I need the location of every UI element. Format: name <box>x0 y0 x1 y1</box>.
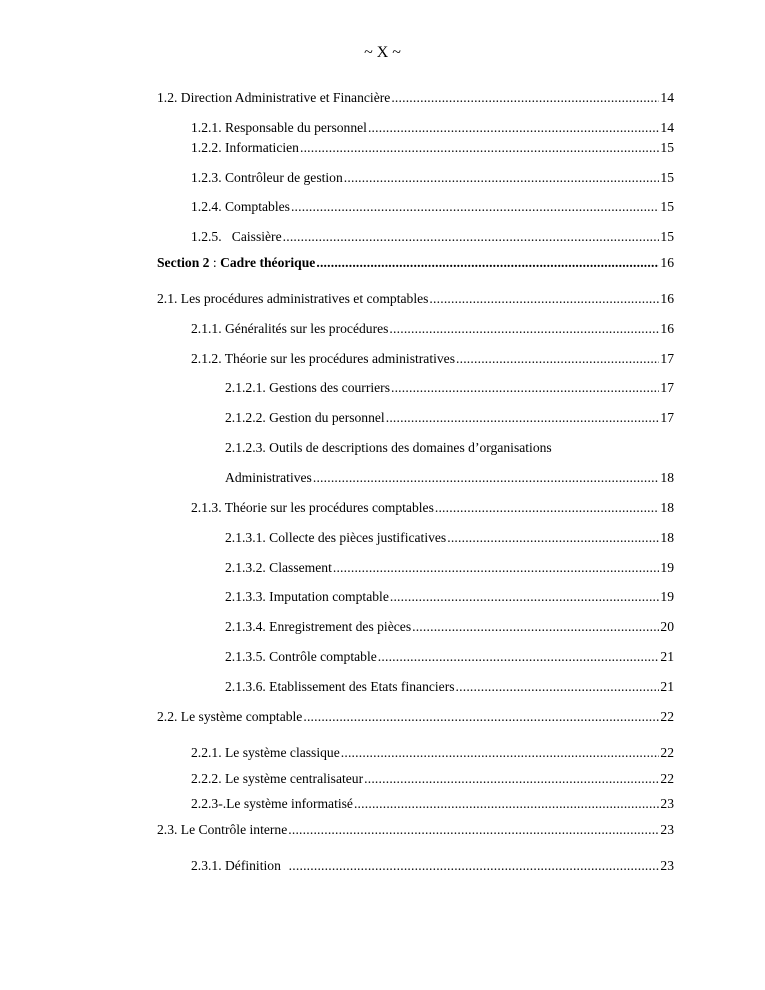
toc-entry[interactable] <box>191 119 674 137</box>
toc-entry-page: 18 <box>660 500 674 515</box>
toc-entry[interactable] <box>225 559 674 577</box>
page-number-roman: ~ X ~ <box>364 44 401 61</box>
section-number: Section 2 <box>157 255 210 270</box>
toc-entry-label: 2.3. Le Contrôle interne <box>157 822 288 837</box>
leader-dots <box>456 678 660 696</box>
toc-entry-page: 21 <box>660 679 674 694</box>
toc-entry-label: 1.2.4. Comptables <box>191 199 290 214</box>
leader-dots <box>313 469 660 487</box>
leader-dots <box>283 228 660 246</box>
leader-dots <box>391 379 659 397</box>
section-separator: : <box>209 255 221 270</box>
leader-dots <box>354 795 659 813</box>
toc-entry[interactable] <box>157 821 674 839</box>
leader-dots <box>391 89 659 107</box>
toc-entry-label: 2.1.2.2. Gestion du personnel <box>225 410 385 425</box>
toc-entry-label: 2.1. Les procédures administratives et comptables <box>157 291 429 306</box>
toc-entry-label: 2.1.3.3. Imputation comptable <box>225 589 389 604</box>
leader-dots <box>389 320 659 338</box>
leader-dots <box>364 770 659 788</box>
toc-entry-page: 17 <box>660 351 674 366</box>
toc-entry-page: 22 <box>660 771 674 786</box>
toc-entry[interactable] <box>191 857 674 875</box>
toc-entry-page: 18 <box>660 470 674 485</box>
toc-entry[interactable] <box>225 678 674 696</box>
toc-entry-page: 23 <box>660 796 674 811</box>
toc-entry-label: 2.1.2.1. Gestions des courriers <box>225 380 390 395</box>
toc-entry-label: 2.1.3.5. Contrôle comptable <box>225 649 377 664</box>
leader-dots <box>303 708 659 726</box>
toc-entry-page: 22 <box>660 745 674 760</box>
toc-entry[interactable] <box>191 350 674 368</box>
toc-entry-page: 17 <box>660 410 674 425</box>
toc-entry-label: 1.2.3. Contrôleur de gestion <box>191 170 343 185</box>
toc-entry-page: 23 <box>660 822 674 837</box>
toc-entry-label: 2.2. Le système comptable <box>157 709 303 724</box>
toc-entry[interactable] <box>191 198 674 216</box>
leader-dots <box>341 744 660 762</box>
toc-entry-wrapped-line[interactable]: 2.1.2.3. Outils de descriptions des domaines d’organisations <box>225 440 552 455</box>
leader-dots <box>288 821 659 839</box>
toc-entry-label: 1.2.2. Informaticien <box>191 140 299 155</box>
section-title: Cadre théorique <box>220 255 316 270</box>
toc-entry-page: 20 <box>660 619 674 634</box>
toc-entry[interactable] <box>191 795 674 813</box>
toc-entry-label: 2.1.3.6. Etablissement des Etats financiers <box>225 679 455 694</box>
toc-entry-label: 2.1.3.1. Collecte des pièces justificatives <box>225 530 447 545</box>
toc-entry-label: 2.1.2. Théorie sur les procédures administratives <box>191 351 456 366</box>
toc-section-heading[interactable] <box>157 254 674 272</box>
toc-entry-label: 2.1.3.4. Enregistrement des pièces <box>225 619 412 634</box>
leader-dots <box>300 139 659 157</box>
toc-entry-page: 16 <box>660 291 674 306</box>
toc-entry-page: 22 <box>660 709 674 724</box>
leader-dots <box>289 857 660 875</box>
toc-entry-page: 16 <box>660 255 674 270</box>
toc-entry[interactable] <box>225 618 674 636</box>
toc-entry-page: 15 <box>660 229 674 244</box>
toc-entry[interactable] <box>191 499 674 517</box>
leader-dots <box>456 350 659 368</box>
leader-dots <box>386 409 660 427</box>
toc-entry[interactable] <box>191 320 674 338</box>
toc-entry[interactable] <box>225 379 674 397</box>
toc-entry[interactable] <box>191 744 674 762</box>
leader-dots <box>447 529 659 547</box>
toc-entry[interactable] <box>157 708 674 726</box>
toc-entry-label: 2.3.1. Définition <box>191 858 288 873</box>
toc-entry-label: 2.1.1. Généralités sur les procédures <box>191 321 389 336</box>
leader-dots <box>378 648 660 666</box>
toc-entry-label: 2.1.3.2. Classement <box>225 560 332 575</box>
toc-entry[interactable] <box>225 588 674 606</box>
toc-entry-page: 21 <box>660 649 674 664</box>
toc-entry-label: Administratives <box>225 470 312 485</box>
toc-entry-page: 16 <box>660 321 674 336</box>
toc-entry-page: 19 <box>660 560 674 575</box>
leader-dots <box>368 119 659 137</box>
toc-entry[interactable] <box>225 529 674 547</box>
toc-entry-page: 14 <box>660 90 674 105</box>
leader-dots <box>429 290 659 308</box>
toc-entry-page: 23 <box>660 858 674 873</box>
leader-dots <box>390 588 660 606</box>
leader-dots <box>333 559 660 577</box>
toc-entry-label: 1.2. Direction Administrative et Financière <box>157 90 391 105</box>
toc-entry-label <box>157 254 315 272</box>
toc-entry-page: 18 <box>660 530 674 545</box>
leader-dots <box>344 169 660 187</box>
toc-entry[interactable] <box>157 290 674 308</box>
toc-entry-page: 17 <box>660 380 674 395</box>
toc-entry-label: 1.2.1. Responsable du personnel <box>191 120 367 135</box>
toc-entry[interactable] <box>225 409 674 427</box>
toc-entry-label: 1.2.5. Caissière <box>191 229 282 244</box>
toc-entry[interactable] <box>191 228 674 246</box>
toc-entry-page: 15 <box>660 170 674 185</box>
leader-dots <box>316 254 659 272</box>
toc-entry-label: 2.2.3-.Le système informatisé <box>191 796 353 811</box>
toc-entry-page: 14 <box>660 120 674 135</box>
toc-entry-label: 2.2.1. Le système classique <box>191 745 340 760</box>
toc-entry-page: 15 <box>660 140 674 155</box>
toc-entry-label: 2.2.2. Le système centralisateur <box>191 771 364 786</box>
toc-entry-page: 15 <box>660 199 674 214</box>
toc-entry[interactable] <box>191 770 674 788</box>
toc-entry-page: 19 <box>660 589 674 604</box>
toc-entry[interactable] <box>225 469 674 487</box>
toc-entry-label: 2.1.3. Théorie sur les procédures comptables <box>191 500 434 515</box>
leader-dots <box>291 198 659 216</box>
toc-entry[interactable] <box>157 89 674 107</box>
leader-dots <box>435 499 660 517</box>
toc-entry[interactable] <box>225 648 674 666</box>
toc-entry[interactable] <box>191 169 674 187</box>
leader-dots <box>412 618 659 636</box>
toc-entry[interactable] <box>191 139 674 157</box>
